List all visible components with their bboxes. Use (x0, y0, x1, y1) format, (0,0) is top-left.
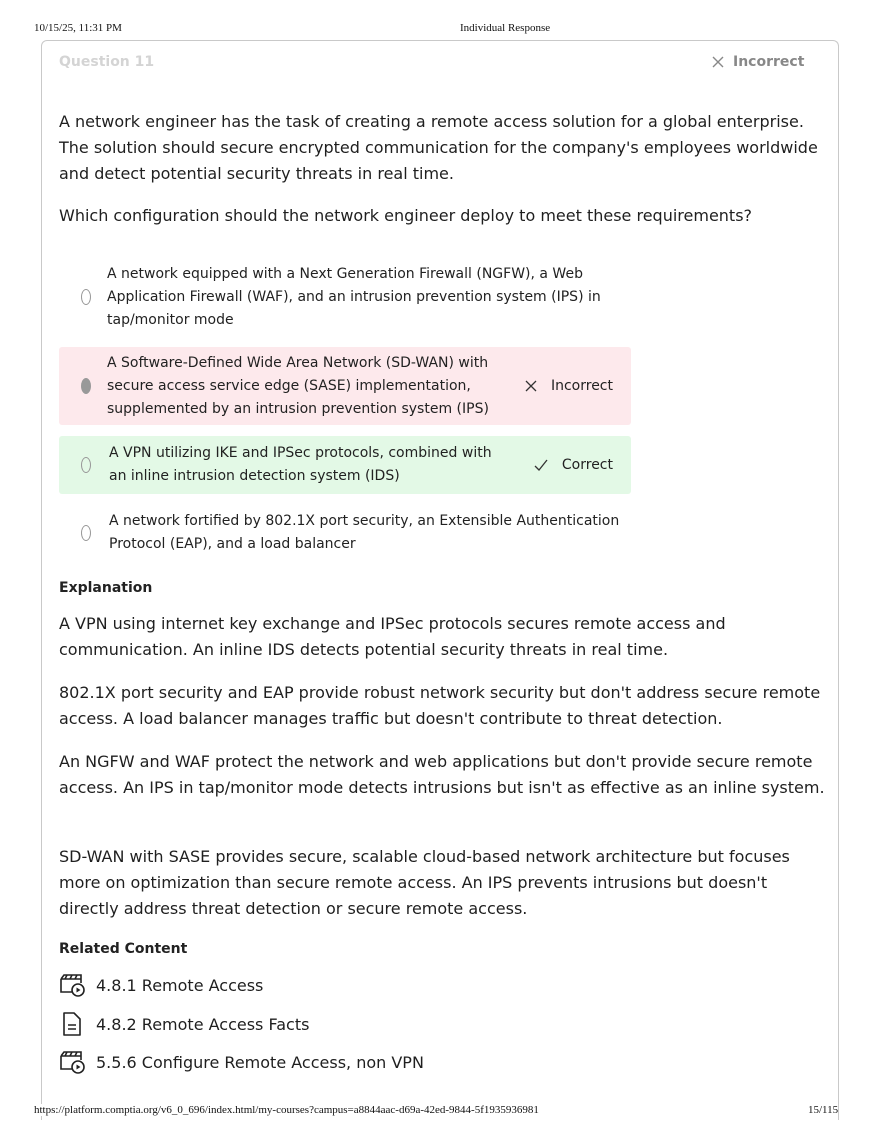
print-title: Individual Response (460, 22, 551, 34)
option-4[interactable] (59, 508, 631, 558)
option-text: A VPN utilizing IKE and IPSec protocols, combined with an inline intrusion detection system (IDS) (109, 445, 492, 484)
result-label: Correct (561, 457, 613, 473)
radio-button[interactable] (81, 457, 91, 473)
question-ask: Which configuration should the network engineer deploy to meet these requirements? (59, 206, 753, 225)
explanation-paragraph: An NGFW and WAF protect the network and web applications but don't provide secure remote access. An IPS in tap/monitor mode detects intrusions but isn't as effective as an inline system. (59, 752, 825, 797)
result-incorrect (525, 378, 613, 394)
option-text: A network fortified by 802.1X port security, an Extensible Authentication Protocol (EAP), and a load balancer (109, 513, 620, 552)
result-label: Incorrect (550, 378, 613, 394)
x-icon (525, 380, 537, 392)
option-2[interactable] (59, 347, 631, 425)
related-item[interactable] (59, 1050, 424, 1074)
question-prompt: A network engineer has the task of creating a remote access solution for a global enterprise. The solution should secure encrypted communication for the company's employees worldwide and detect potential security threats in real time. (59, 112, 818, 183)
check-icon (534, 459, 548, 471)
x-icon (712, 56, 724, 68)
explanation-heading: Explanation (59, 580, 153, 596)
explanation-paragraph: 802.1X port security and EAP provide robust network security but don't address secure remote access. A load balancer manages traffic but doesn't contribute to threat detection. (59, 683, 821, 728)
question-status (712, 54, 804, 70)
document-icon (59, 1011, 86, 1037)
result-correct (534, 457, 613, 473)
radio-button[interactable] (81, 525, 91, 541)
print-url: https://platform.comptia.org/v6_0_696/index.html/my-courses?campus=a8844aac-d69a-42ed-9844-5f1935936981 (34, 1104, 539, 1116)
option-3[interactable] (59, 436, 631, 494)
related-item-label[interactable]: 5.5.6 Configure Remote Access, non VPN (96, 1052, 424, 1072)
related-item-label[interactable]: 4.8.2 Remote Access Facts (96, 1014, 310, 1034)
related-item[interactable] (59, 973, 263, 997)
status-label: Incorrect (733, 54, 805, 70)
option-text: A network equipped with a Next Generation Firewall (NGFW), a Web Application Firewall (WAF), and an intrusion prevention system (IPS) in tap/monitor mode (107, 265, 601, 328)
explanation-paragraph: A VPN using internet key exchange and IPSec protocols secures remote access and communication. An inline IDS detects potential security threats in real time. (59, 614, 726, 659)
option-1[interactable] (59, 261, 631, 333)
radio-button[interactable] (81, 289, 91, 305)
explanation-paragraph: SD-WAN with SASE provides secure, scalable cloud-based network architecture but focuses more on optimization than secure remote access. An IPS prevents intrusions but doesn't directly address threat detection or secure remote access. (59, 847, 790, 918)
related-content-heading: Related Content (59, 941, 188, 957)
question-card (41, 40, 839, 1120)
related-item-label[interactable]: 4.8.1 Remote Access (96, 975, 264, 995)
related-item[interactable] (59, 1011, 309, 1037)
radio-button-selected[interactable] (81, 378, 91, 394)
print-page-number: 15/115 (808, 1104, 839, 1116)
video-icon (59, 1050, 86, 1074)
print-datetime: 10/15/25, 11:31 PM (34, 22, 122, 34)
question-number: Question 11 (59, 54, 155, 70)
video-icon (59, 973, 86, 997)
option-text: A Software-Defined Wide Area Network (SD-WAN) with secure access service edge (SASE) implementation, supplemented by an intrusion prevention system (IPS) (107, 354, 489, 417)
